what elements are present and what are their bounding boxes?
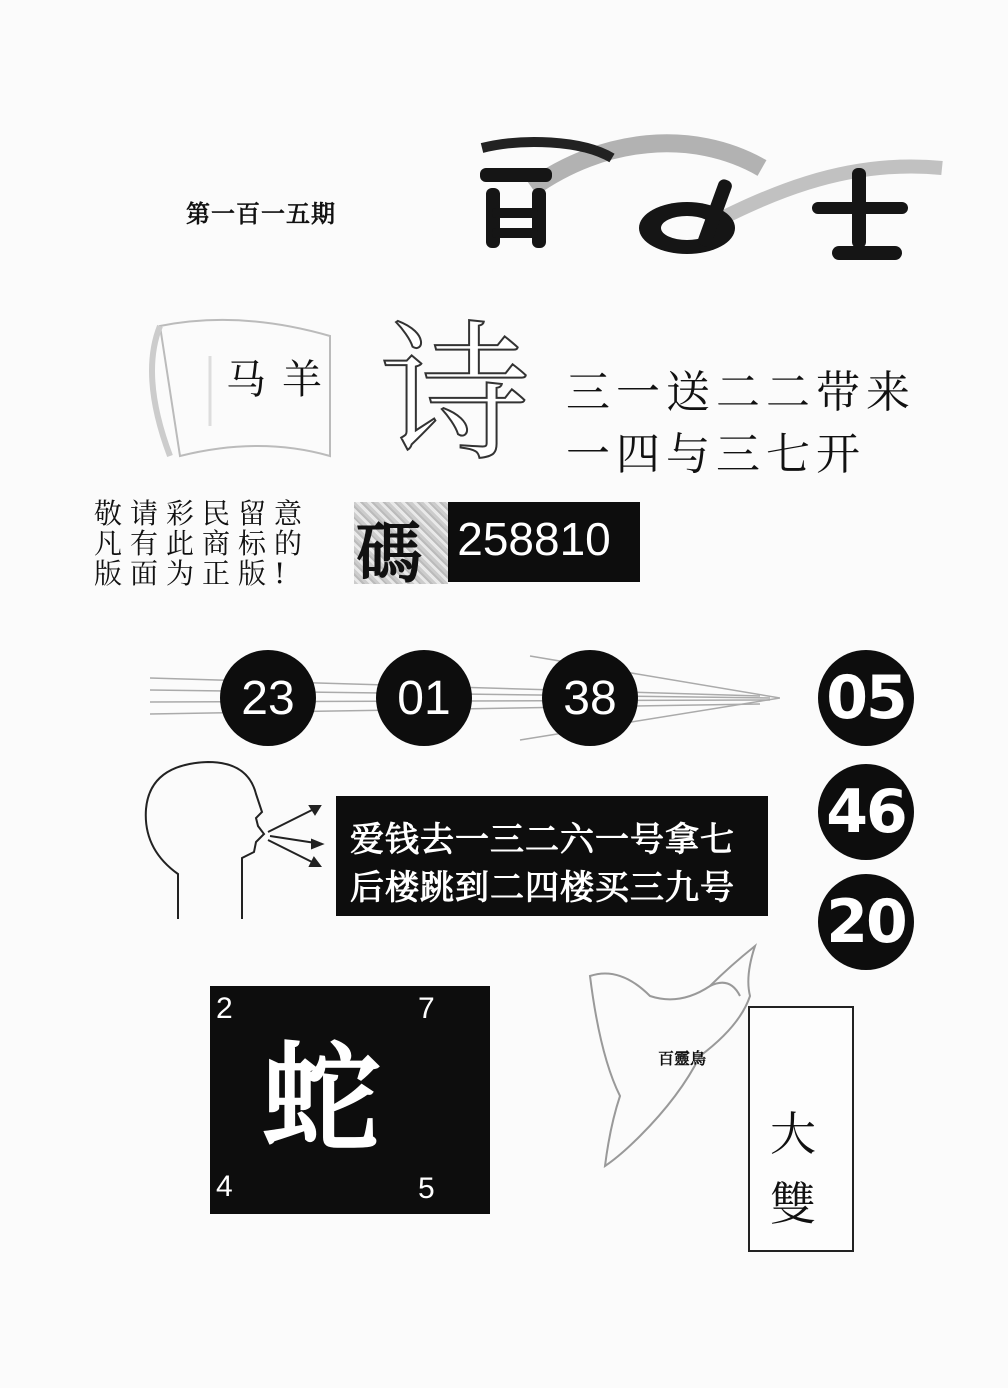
number-ball-bold: 05 <box>818 650 914 746</box>
poem-heading-char: 诗 <box>380 308 531 482</box>
speaking-head-icon <box>138 754 338 924</box>
notice-line-2: 凡有此商标的 <box>94 527 311 560</box>
bird-label: 百靈鳥 <box>658 1049 707 1068</box>
phrase-line-2: 后楼跳到二四楼买三九号 <box>350 868 735 908</box>
svg-text:雷女士: 雷女士 <box>882 278 885 279</box>
code-label: 碼 <box>356 514 422 592</box>
number-ball: 38 <box>542 650 638 746</box>
poem-line-1: 三一送二二带来 <box>566 367 916 418</box>
poem-line-2: 一四与三七开 <box>566 429 866 480</box>
parity-label: 雙 <box>770 1177 816 1231</box>
notice-line-3: 版面为正版! <box>94 557 294 590</box>
size-label: 大 <box>770 1107 816 1161</box>
issue-title: 第一百一五期 <box>186 200 336 228</box>
number-ball: 23 <box>220 650 316 746</box>
number-ball: 01 <box>376 650 472 746</box>
corner-number-top-left: 2 <box>216 992 233 1025</box>
zodiac-char: 蛇 <box>262 1029 381 1168</box>
corner-number-bottom-right: 5 <box>418 1172 435 1205</box>
brand-logo <box>462 128 962 288</box>
corner-number-bottom-left: 4 <box>216 1170 233 1203</box>
notice-line-1: 敬请彩民留意 <box>94 497 311 530</box>
code-value: 258810 <box>457 513 611 565</box>
number-ball-bold: 20 <box>818 874 914 970</box>
number-ball-bold: 46 <box>818 764 914 860</box>
zodiac-pair: 马羊 <box>226 357 338 403</box>
corner-number-top-right: 7 <box>418 992 435 1025</box>
phrase-line-1: 爱钱去一三二六一号拿七 <box>350 820 735 860</box>
